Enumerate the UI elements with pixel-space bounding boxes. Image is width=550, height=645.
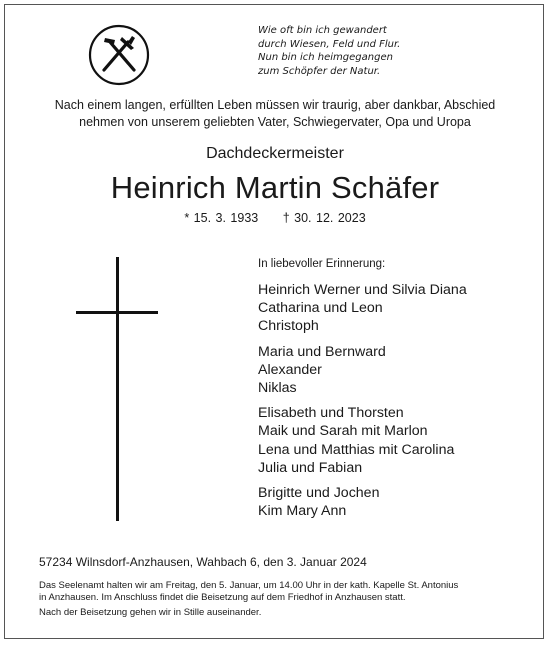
- death-date: † 30. 12. 2023: [282, 211, 366, 225]
- intro-line: nehmen von unserem geliebten Vater, Schwiegervater, Opa und Uropa: [79, 115, 471, 129]
- family-member: Alexander: [258, 361, 322, 378]
- roofer-guild-emblem-icon: [88, 24, 150, 86]
- family-member: Maik und Sarah mit Marlon: [258, 423, 428, 440]
- family-member: Heinrich Werner und Silvia Diana: [258, 282, 467, 298]
- service-info-line: in Anzhausen. Im Anschluss findet die Beisetzung auf dem Friedhof in Anzhausen statt.: [39, 592, 406, 603]
- birth-date: * 15. 3. 1933: [184, 211, 259, 225]
- deceased-name: Heinrich Martin Schäfer: [110, 170, 440, 205]
- family-member: Brigitte und Jochen: [258, 485, 380, 502]
- family-group: [258, 484, 518, 520]
- service-info-line: Das Seelenamt halten wir am Freitag, den 5. Januar, um 14.00 Uhr in der kath. Kapelle St. Antonius: [39, 580, 459, 591]
- intro-line: Nach einem langen, erfüllten Leben müssen wir traurig, aber dankbar, Abschied: [54, 98, 496, 112]
- family-member: Maria und Bernward: [258, 343, 386, 360]
- occupation: Dachdeckermeister: [206, 145, 344, 162]
- closing-note: Nach der Beisetzung gehen wir in Stille auseinander.: [39, 607, 262, 618]
- poem-line: durch Wiesen, Feld und Flur.: [258, 38, 401, 50]
- family-member: Kim Mary Ann: [258, 503, 347, 520]
- family-group: [258, 343, 518, 398]
- family-group: [258, 404, 518, 477]
- place-and-date: 57234 Wilnsdorf-Anzhausen, Wahbach 6, den 3. Januar 2024: [39, 555, 367, 569]
- family-member: Christoph: [258, 318, 319, 335]
- family-member: Elisabeth und Thorsten: [258, 405, 404, 422]
- poem-line: Nun bin ich heimgegangen: [258, 52, 393, 63]
- family-group: [258, 281, 518, 336]
- intro-text: [0, 97, 550, 131]
- family-member: Lena und Matthias mit Carolina: [258, 441, 455, 458]
- family-member: Niklas: [258, 380, 297, 397]
- poem-line: zum Schöpfer der Natur.: [258, 65, 381, 77]
- poem-line: Wie oft bin ich gewandert: [258, 25, 387, 36]
- remembrance-label: In liebevoller Erinnerung:: [258, 258, 386, 270]
- cross-icon: [76, 257, 158, 521]
- family-list: [258, 258, 518, 527]
- family-member: Julia und Fabian: [258, 459, 363, 476]
- poem: [258, 24, 498, 78]
- life-dates: [0, 211, 550, 225]
- service-notes: [39, 580, 529, 622]
- family-member: Catharina und Leon: [258, 300, 383, 317]
- service-info: [39, 580, 529, 604]
